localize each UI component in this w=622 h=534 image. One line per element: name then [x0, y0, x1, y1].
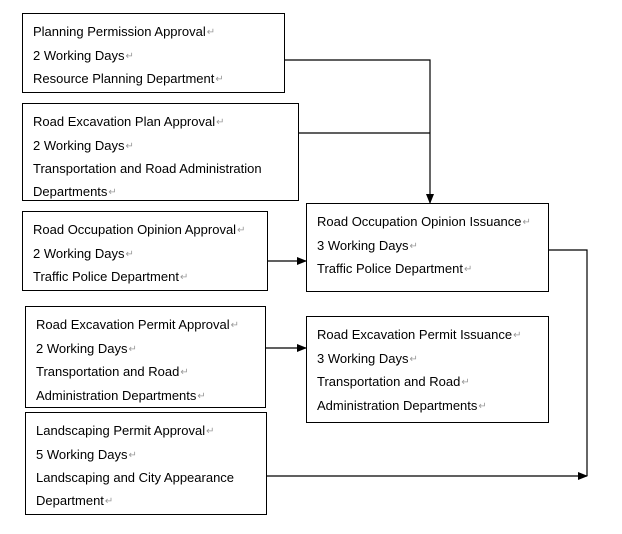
paragraph-mark-icon: ↵ — [237, 225, 246, 236]
paragraph-mark-icon: ↵ — [125, 140, 134, 152]
paragraph-mark-icon: ↵ — [206, 426, 215, 437]
road-excavation-permit-issuance-box — [306, 316, 549, 423]
paragraph-mark-icon: ↵ — [463, 264, 473, 276]
box-department: Transportation and Road Administration — [33, 161, 262, 177]
paragraph-mark-icon: ↵ — [513, 330, 522, 341]
paragraph-mark-icon: ↵ — [128, 449, 137, 461]
road-occupation-opinion-approval-box — [22, 211, 268, 291]
paragraph-mark-icon: ↵ — [215, 74, 224, 86]
box-department-cont: Departments — [33, 183, 108, 199]
box-duration: 2 Working Days — [33, 137, 125, 153]
paragraph-mark-icon: ↵ — [216, 117, 225, 128]
paragraph-mark-icon: ↵ — [104, 495, 114, 507]
box-title: Planning Permission Approval — [33, 24, 206, 39]
box-duration: 2 Working Days — [33, 47, 125, 63]
paragraph-mark-icon: ↵ — [197, 390, 206, 402]
box-department-cont: Administration Departments — [36, 387, 197, 403]
connector-planning-to-occupation-issuance — [285, 60, 430, 203]
paragraph-mark-icon: ↵ — [230, 320, 240, 331]
box-duration: 2 Working Days — [33, 245, 125, 261]
paragraph-mark-icon: ↵ — [125, 50, 134, 62]
paragraph-mark-icon: ↵ — [409, 240, 418, 252]
paragraph-mark-icon: ↵ — [478, 400, 487, 412]
box-duration: 2 Working Days — [36, 340, 128, 356]
planning-permission-approval-box — [22, 13, 285, 93]
box-department: Resource Planning Department — [33, 71, 215, 87]
box-department-cont: Administration Departments — [317, 397, 478, 413]
paragraph-mark-icon: ↵ — [179, 272, 189, 284]
box-duration: 3 Working Days — [317, 350, 409, 366]
box-title: Road Occupation Opinion Issuance — [317, 214, 522, 229]
box-title: Road Occupation Opinion Approval — [33, 222, 237, 237]
road-excavation-permit-approval-box — [25, 306, 266, 408]
paragraph-mark-icon: ↵ — [125, 248, 134, 260]
box-department: Transportation and Road — [317, 374, 461, 390]
box-department: Traffic Police Department — [33, 269, 179, 285]
paragraph-mark-icon: ↵ — [206, 27, 216, 38]
road-excavation-plan-approval-box — [22, 103, 299, 201]
paragraph-mark-icon: ↵ — [180, 367, 189, 379]
paragraph-mark-icon: ↵ — [409, 353, 418, 365]
box-department: Landscaping and City Appearance — [36, 470, 235, 486]
box-title: Road Excavation Permit Approval — [36, 317, 230, 332]
box-department: Transportation and Road — [36, 364, 180, 380]
connector-occupation-issuance-to-collector — [549, 250, 587, 476]
paragraph-mark-icon: ↵ — [522, 217, 531, 228]
box-title: Road Excavation Plan Approval — [33, 114, 216, 129]
box-duration: 3 Working Days — [317, 237, 409, 253]
box-duration: 5 Working Days — [36, 446, 128, 462]
paragraph-mark-icon: ↵ — [461, 377, 470, 389]
road-occupation-opinion-issuance-box — [306, 203, 549, 292]
paragraph-mark-icon: ↵ — [108, 186, 117, 198]
paragraph-mark-icon: ↵ — [128, 343, 137, 355]
landscaping-permit-approval-box — [25, 412, 267, 515]
box-department: Traffic Police Department — [317, 261, 463, 277]
box-title: Road Excavation Permit Issuance — [317, 327, 513, 342]
box-department-cont: Department — [36, 492, 104, 508]
box-title: Landscaping Permit Approval — [36, 423, 206, 438]
